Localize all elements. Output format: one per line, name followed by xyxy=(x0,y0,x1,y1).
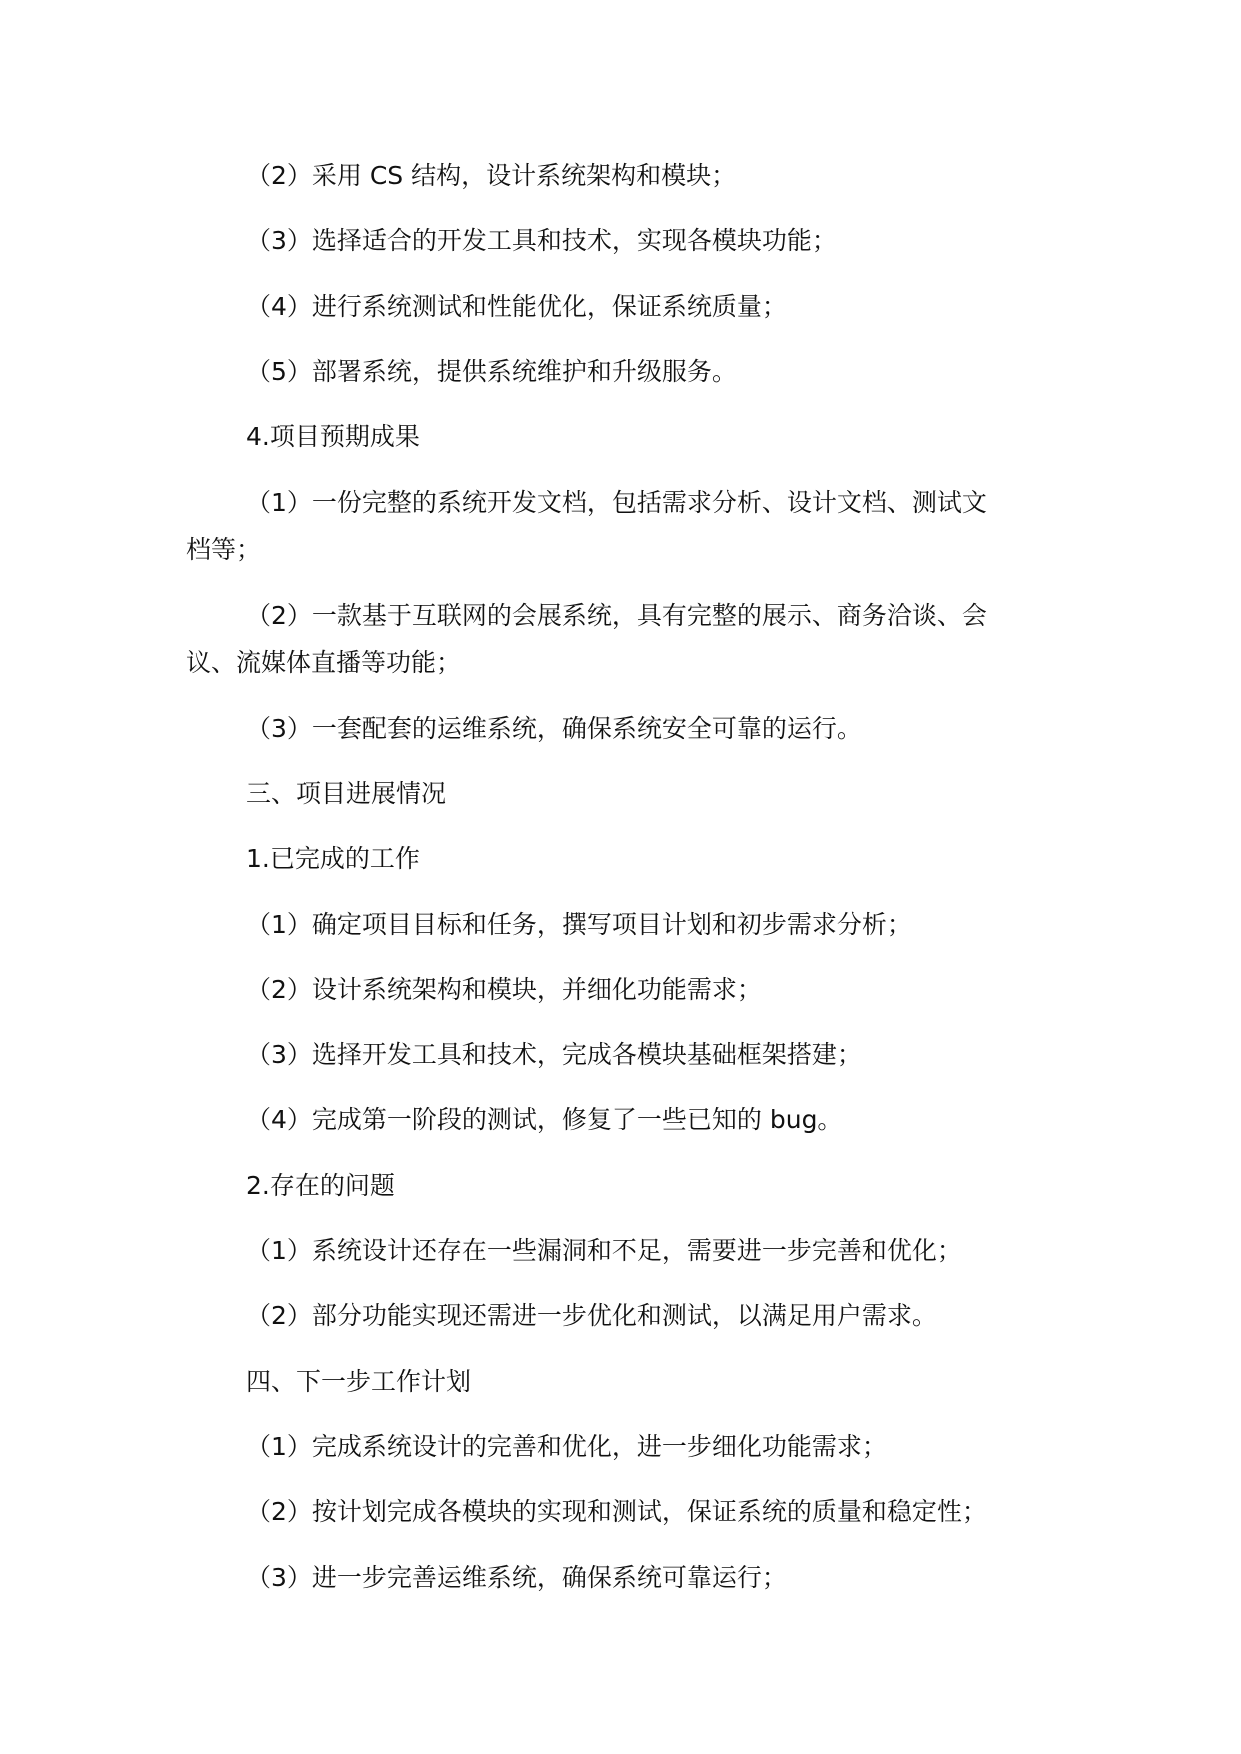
list-item: （5）部署系统，提供系统维护和升级服务。 xyxy=(246,357,737,386)
list-item: （1）一份完整的系统开发文档，包括需求分析、设计文档、测试文 xyxy=(246,488,987,517)
list-item: （3）选择开发工具和技术，完成各模块基础框架搭建； xyxy=(246,1040,862,1069)
list-item: （3）选择适合的开发工具和技术，实现各模块功能； xyxy=(246,226,837,255)
section-heading: 四、下一步工作计划 xyxy=(246,1367,472,1396)
list-item: （3）进一步完善运维系统，确保系统可靠运行； xyxy=(246,1563,787,1592)
list-item: （4）进行系统测试和性能优化，保证系统质量； xyxy=(246,292,787,321)
list-item: （1）确定项目目标和任务，撰写项目计划和初步需求分析； xyxy=(246,910,912,939)
list-item: （2）采用 CS 结构，设计系统架构和模块； xyxy=(246,161,737,190)
list-item: （2）设计系统架构和模块，并细化功能需求； xyxy=(246,975,762,1004)
section-heading: 1.已完成的工作 xyxy=(246,844,420,873)
list-item: （2）按计划完成各模块的实现和测试，保证系统的质量和稳定性； xyxy=(246,1497,987,1526)
list-item-continuation: 档等； xyxy=(186,535,262,564)
list-item: （1）系统设计还存在一些漏洞和不足，需要进一步完善和优化； xyxy=(246,1236,962,1265)
list-item: （2）一款基于互联网的会展系统，具有完整的展示、商务洽谈、会 xyxy=(246,601,987,630)
list-item: （4）完成第一阶段的测试，修复了一些已知的 bug。 xyxy=(246,1105,843,1134)
list-item: （1）完成系统设计的完善和优化，进一步细化功能需求； xyxy=(246,1432,887,1461)
section-heading: 4.项目预期成果 xyxy=(246,422,420,451)
list-item-continuation: 议、流媒体直播等功能； xyxy=(186,648,462,677)
section-heading: 2.存在的问题 xyxy=(246,1171,395,1200)
section-heading: 三、项目进展情况 xyxy=(246,779,447,808)
list-item: （3）一套配套的运维系统，确保系统安全可靠的运行。 xyxy=(246,714,862,743)
list-item: （2）部分功能实现还需进一步优化和测试，以满足用户需求。 xyxy=(246,1301,937,1330)
